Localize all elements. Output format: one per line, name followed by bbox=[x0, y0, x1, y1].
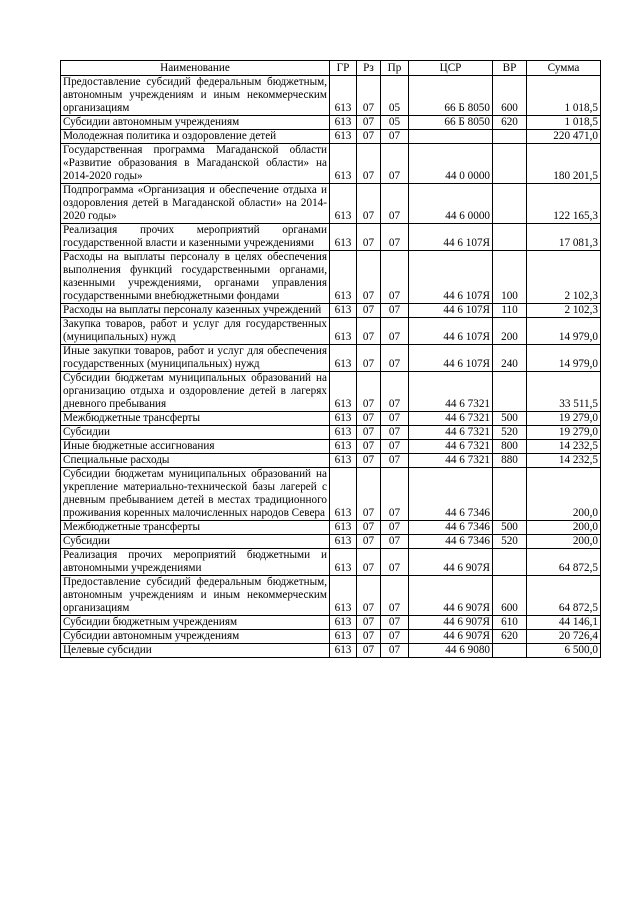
cell-pr: 07 bbox=[381, 318, 409, 345]
table-row bbox=[61, 372, 601, 412]
table-row bbox=[61, 251, 601, 304]
cell-rz: 07 bbox=[357, 576, 381, 616]
cell-rz: 07 bbox=[357, 184, 381, 224]
header-name: Наименование bbox=[61, 61, 330, 76]
cell-pr: 07 bbox=[381, 644, 409, 658]
cell-sum: 14 232,5 bbox=[527, 440, 601, 454]
table-row bbox=[61, 130, 601, 144]
cell-gr: 613 bbox=[330, 144, 357, 184]
cell-vr bbox=[493, 372, 527, 412]
cell-sum: 44 146,1 bbox=[527, 616, 601, 630]
table-row bbox=[61, 426, 601, 440]
cell-name: Расходы на выплаты персоналу казенных учреждений bbox=[61, 304, 330, 318]
cell-rz: 07 bbox=[357, 224, 381, 251]
cell-rz: 07 bbox=[357, 412, 381, 426]
cell-csr: 44 6 0000 bbox=[409, 184, 493, 224]
cell-rz: 07 bbox=[357, 616, 381, 630]
cell-rz: 07 bbox=[357, 630, 381, 644]
cell-vr: 620 bbox=[493, 116, 527, 130]
cell-vr bbox=[493, 130, 527, 144]
cell-pr: 07 bbox=[381, 440, 409, 454]
cell-sum: 14 979,0 bbox=[527, 318, 601, 345]
cell-gr: 613 bbox=[330, 184, 357, 224]
cell-vr: 600 bbox=[493, 76, 527, 116]
table-row bbox=[61, 304, 601, 318]
cell-gr: 613 bbox=[330, 412, 357, 426]
cell-name: Расходы на выплаты персоналу в целях обеспечения выполнения функций государственными органами, казенными учреждениями, органами управления государственными внебюджетными фондами bbox=[61, 251, 330, 304]
cell-vr: 800 bbox=[493, 440, 527, 454]
cell-name: Целевые субсидии bbox=[61, 644, 330, 658]
table-row bbox=[61, 318, 601, 345]
cell-vr: 520 bbox=[493, 535, 527, 549]
cell-gr: 613 bbox=[330, 440, 357, 454]
cell-gr: 613 bbox=[330, 372, 357, 412]
cell-name: Субсидии бюджетам муниципальных образований на укрепление материально-технической базы лагерей с дневным пребыванием детей в местах традиционного проживания коренных малочисленных народов Севера bbox=[61, 468, 330, 521]
cell-vr: 880 bbox=[493, 454, 527, 468]
cell-pr: 07 bbox=[381, 251, 409, 304]
cell-csr: 44 6 7321 bbox=[409, 412, 493, 426]
cell-vr: 520 bbox=[493, 426, 527, 440]
cell-rz: 07 bbox=[357, 304, 381, 318]
header-rz: Рз bbox=[357, 61, 381, 76]
cell-vr bbox=[493, 644, 527, 658]
cell-csr: 44 6 107Я bbox=[409, 304, 493, 318]
cell-sum: 200,0 bbox=[527, 468, 601, 521]
table-row bbox=[61, 184, 601, 224]
cell-gr: 613 bbox=[330, 251, 357, 304]
cell-pr: 07 bbox=[381, 184, 409, 224]
cell-rz: 07 bbox=[357, 454, 381, 468]
header-gr: ГР bbox=[330, 61, 357, 76]
cell-csr: 66 Б 8050 bbox=[409, 76, 493, 116]
cell-csr: 44 6 7346 bbox=[409, 521, 493, 535]
cell-vr bbox=[493, 184, 527, 224]
cell-name: Специальные расходы bbox=[61, 454, 330, 468]
cell-pr: 07 bbox=[381, 616, 409, 630]
cell-sum: 220 471,0 bbox=[527, 130, 601, 144]
cell-vr: 110 bbox=[493, 304, 527, 318]
header-csr: ЦСР bbox=[409, 61, 493, 76]
cell-pr: 07 bbox=[381, 345, 409, 372]
cell-name: Подпрограмма «Организация и обеспечение отдыха и оздоровления детей в Магаданской области» на 2014-2020 годы» bbox=[61, 184, 330, 224]
table-row bbox=[61, 644, 601, 658]
cell-gr: 613 bbox=[330, 468, 357, 521]
cell-pr: 07 bbox=[381, 549, 409, 576]
cell-pr: 07 bbox=[381, 224, 409, 251]
table-row bbox=[61, 454, 601, 468]
cell-rz: 07 bbox=[357, 549, 381, 576]
cell-name: Субсидии bbox=[61, 426, 330, 440]
cell-sum: 64 872,5 bbox=[527, 576, 601, 616]
cell-gr: 613 bbox=[330, 224, 357, 251]
cell-rz: 07 bbox=[357, 345, 381, 372]
cell-name: Субсидии бюджетным учреждениям bbox=[61, 616, 330, 630]
cell-vr bbox=[493, 224, 527, 251]
cell-name: Субсидии бюджетам муниципальных образований на организацию отдыха и оздоровление детей в лагерях дневного пребывания bbox=[61, 372, 330, 412]
cell-sum: 17 081,3 bbox=[527, 224, 601, 251]
table-row bbox=[61, 412, 601, 426]
table-body bbox=[61, 76, 601, 658]
cell-gr: 613 bbox=[330, 576, 357, 616]
cell-csr: 44 6 7321 bbox=[409, 440, 493, 454]
cell-rz: 07 bbox=[357, 468, 381, 521]
table-row bbox=[61, 76, 601, 116]
cell-gr: 613 bbox=[330, 426, 357, 440]
cell-pr: 07 bbox=[381, 304, 409, 318]
cell-pr: 07 bbox=[381, 521, 409, 535]
cell-gr: 613 bbox=[330, 318, 357, 345]
cell-pr: 05 bbox=[381, 116, 409, 130]
cell-csr: 44 6 7346 bbox=[409, 468, 493, 521]
cell-sum: 1 018,5 bbox=[527, 76, 601, 116]
cell-gr: 613 bbox=[330, 116, 357, 130]
cell-rz: 07 bbox=[357, 372, 381, 412]
cell-pr: 07 bbox=[381, 576, 409, 616]
cell-name: Государственная программа Магаданской области «Развитие образования в Магаданской области» на 2014-2020 годы» bbox=[61, 144, 330, 184]
cell-pr: 07 bbox=[381, 130, 409, 144]
header-vr: ВР bbox=[493, 61, 527, 76]
header-sum: Сумма bbox=[527, 61, 601, 76]
cell-name: Субсидии bbox=[61, 535, 330, 549]
cell-rz: 07 bbox=[357, 130, 381, 144]
cell-sum: 14 979,0 bbox=[527, 345, 601, 372]
cell-sum: 200,0 bbox=[527, 521, 601, 535]
table-row bbox=[61, 468, 601, 521]
cell-vr: 600 bbox=[493, 576, 527, 616]
cell-name: Закупка товаров, работ и услуг для государственных (муниципальных) нужд bbox=[61, 318, 330, 345]
cell-csr: 44 6 107Я bbox=[409, 251, 493, 304]
cell-vr: 200 bbox=[493, 318, 527, 345]
cell-csr: 44 6 7321 bbox=[409, 426, 493, 440]
cell-csr: 44 6 907Я bbox=[409, 630, 493, 644]
cell-sum: 1 018,5 bbox=[527, 116, 601, 130]
cell-csr: 66 Б 8050 bbox=[409, 116, 493, 130]
cell-name: Субсидии автономным учреждениям bbox=[61, 116, 330, 130]
cell-csr: 44 6 107Я bbox=[409, 345, 493, 372]
cell-pr: 07 bbox=[381, 412, 409, 426]
cell-rz: 07 bbox=[357, 318, 381, 345]
cell-vr: 100 bbox=[493, 251, 527, 304]
cell-gr: 613 bbox=[330, 644, 357, 658]
cell-pr: 07 bbox=[381, 468, 409, 521]
cell-pr: 07 bbox=[381, 426, 409, 440]
cell-sum: 20 726,4 bbox=[527, 630, 601, 644]
cell-rz: 07 bbox=[357, 440, 381, 454]
cell-pr: 07 bbox=[381, 535, 409, 549]
table-row bbox=[61, 549, 601, 576]
table-row bbox=[61, 521, 601, 535]
cell-vr bbox=[493, 549, 527, 576]
cell-csr: 44 6 7346 bbox=[409, 535, 493, 549]
cell-vr: 610 bbox=[493, 616, 527, 630]
cell-vr: 500 bbox=[493, 412, 527, 426]
cell-rz: 07 bbox=[357, 76, 381, 116]
table-row bbox=[61, 224, 601, 251]
cell-name: Субсидии автономным учреждениям bbox=[61, 630, 330, 644]
cell-csr: 44 6 907Я bbox=[409, 549, 493, 576]
cell-pr: 07 bbox=[381, 454, 409, 468]
cell-name: Предоставление субсидий федеральным бюджетным, автономным учреждениям и иным некоммерческим организациям bbox=[61, 576, 330, 616]
table-header-row bbox=[61, 61, 601, 76]
cell-csr: 44 6 907Я bbox=[409, 576, 493, 616]
cell-rz: 07 bbox=[357, 535, 381, 549]
table-row bbox=[61, 144, 601, 184]
cell-gr: 613 bbox=[330, 549, 357, 576]
cell-gr: 613 bbox=[330, 304, 357, 318]
cell-rz: 07 bbox=[357, 521, 381, 535]
cell-name: Реализация прочих мероприятий бюджетными и автономными учреждениями bbox=[61, 549, 330, 576]
cell-name: Иные закупки товаров, работ и услуг для обеспечения государственных (муниципальных) нужд bbox=[61, 345, 330, 372]
cell-gr: 613 bbox=[330, 535, 357, 549]
table-row bbox=[61, 440, 601, 454]
table-row bbox=[61, 616, 601, 630]
cell-sum: 14 232,5 bbox=[527, 454, 601, 468]
cell-gr: 613 bbox=[330, 454, 357, 468]
cell-gr: 613 bbox=[330, 130, 357, 144]
cell-sum: 2 102,3 bbox=[527, 304, 601, 318]
cell-csr: 44 6 107Я bbox=[409, 224, 493, 251]
cell-vr: 240 bbox=[493, 345, 527, 372]
table-row bbox=[61, 116, 601, 130]
cell-name: Реализация прочих мероприятий органами государственной власти и казенными учреждениями bbox=[61, 224, 330, 251]
table-row bbox=[61, 576, 601, 616]
cell-sum: 2 102,3 bbox=[527, 251, 601, 304]
header-pr: Пр bbox=[381, 61, 409, 76]
cell-sum: 200,0 bbox=[527, 535, 601, 549]
cell-name: Межбюджетные трансферты bbox=[61, 521, 330, 535]
cell-gr: 613 bbox=[330, 76, 357, 116]
cell-csr: 44 6 7321 bbox=[409, 372, 493, 412]
cell-csr bbox=[409, 130, 493, 144]
cell-gr: 613 bbox=[330, 521, 357, 535]
cell-vr bbox=[493, 468, 527, 521]
cell-name: Молодежная политика и оздоровление детей bbox=[61, 130, 330, 144]
table-row bbox=[61, 630, 601, 644]
table-row bbox=[61, 535, 601, 549]
cell-gr: 613 bbox=[330, 345, 357, 372]
cell-pr: 05 bbox=[381, 76, 409, 116]
cell-csr: 44 6 907Я bbox=[409, 616, 493, 630]
cell-vr: 620 bbox=[493, 630, 527, 644]
cell-csr: 44 6 7321 bbox=[409, 454, 493, 468]
cell-vr bbox=[493, 144, 527, 184]
cell-sum: 19 279,0 bbox=[527, 412, 601, 426]
cell-sum: 122 165,3 bbox=[527, 184, 601, 224]
cell-csr: 44 0 0000 bbox=[409, 144, 493, 184]
cell-sum: 19 279,0 bbox=[527, 426, 601, 440]
cell-rz: 07 bbox=[357, 644, 381, 658]
cell-vr: 500 bbox=[493, 521, 527, 535]
cell-gr: 613 bbox=[330, 630, 357, 644]
table-row bbox=[61, 345, 601, 372]
cell-rz: 07 bbox=[357, 426, 381, 440]
cell-pr: 07 bbox=[381, 144, 409, 184]
cell-name: Межбюджетные трансферты bbox=[61, 412, 330, 426]
cell-rz: 07 bbox=[357, 144, 381, 184]
cell-sum: 6 500,0 bbox=[527, 644, 601, 658]
cell-pr: 07 bbox=[381, 372, 409, 412]
cell-sum: 64 872,5 bbox=[527, 549, 601, 576]
cell-name: Предоставление субсидий федеральным бюджетным, автономным учреждениям и иным некоммерческим организациям bbox=[61, 76, 330, 116]
cell-name: Иные бюджетные ассигнования bbox=[61, 440, 330, 454]
cell-sum: 33 511,5 bbox=[527, 372, 601, 412]
cell-csr: 44 6 9080 bbox=[409, 644, 493, 658]
cell-pr: 07 bbox=[381, 630, 409, 644]
cell-gr: 613 bbox=[330, 616, 357, 630]
cell-csr: 44 6 107Я bbox=[409, 318, 493, 345]
budget-table bbox=[60, 60, 601, 658]
cell-rz: 07 bbox=[357, 116, 381, 130]
cell-rz: 07 bbox=[357, 251, 381, 304]
cell-sum: 180 201,5 bbox=[527, 144, 601, 184]
